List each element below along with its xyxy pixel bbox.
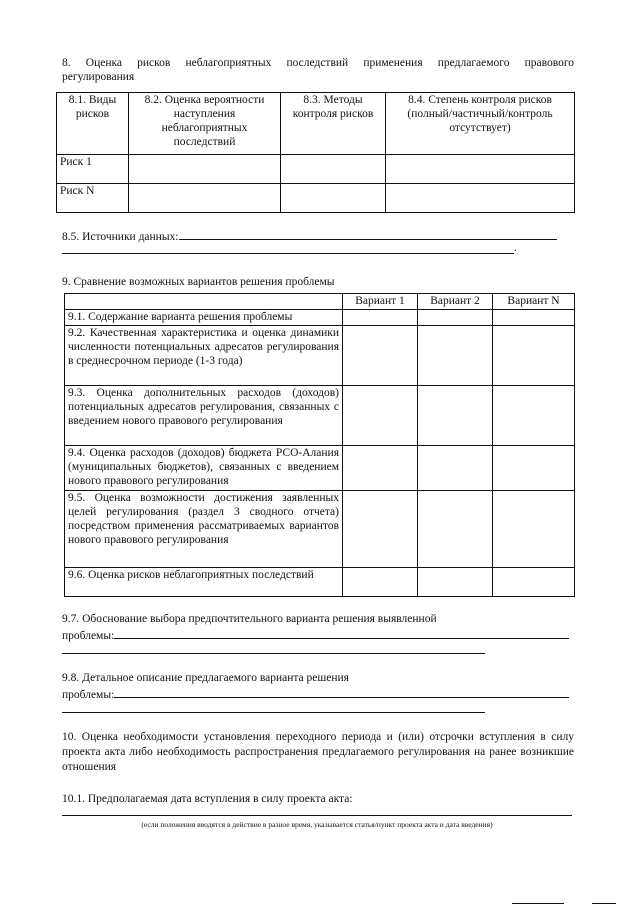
- variants-row-label: 9.5. Оценка возможности достижения заявленных целей регулирования (раздел 3 сводного отчета) посредством применения рассматриваемых вариантов нового правового регулирования: [65, 491, 343, 568]
- table-row: [65, 326, 575, 386]
- item-9-7-line1: 9.7. Обоснование выбора предпочтительного варианта решения выявленной: [62, 613, 437, 625]
- section-8-heading-part1: 8. Оценка рисков неблагоприятных последствий применения предлагаемого правового: [62, 57, 574, 69]
- variants-row-label: 9.1. Содержание варианта решения проблемы: [65, 310, 343, 326]
- variant-cell[interactable]: [343, 568, 418, 597]
- variants-table-header-row: [65, 294, 575, 310]
- risk-table-header-cell: 8.2. Оценка вероятности наступления неблагоприятных последствий: [129, 93, 281, 155]
- risk-table: [56, 92, 575, 213]
- risk-table-cell: Риск N: [57, 184, 129, 213]
- table-row: [65, 386, 575, 446]
- item-10-1-label: 10.1. Предполагаемая дата вступления в силу проекта акта:: [62, 793, 353, 805]
- table-row: [65, 491, 575, 568]
- variants-row-label: 9.6. Оценка рисков неблагоприятных последствий: [65, 568, 343, 597]
- corner-mark-line: [512, 903, 564, 904]
- item-10-1-input-line[interactable]: [62, 815, 572, 816]
- variant-cell[interactable]: [418, 326, 493, 386]
- sources-input-line-2[interactable]: [62, 253, 514, 254]
- variants-row-label: 9.3. Оценка дополнительных расходов (доходов) потенциальных адресатов регулирования, связанных с введением нового правового регулирования: [65, 386, 343, 446]
- variant-cell[interactable]: [343, 446, 418, 491]
- risk-table-header-cell: 8.1. Виды рисков: [57, 93, 129, 155]
- item-9-7-row: [62, 627, 574, 643]
- variants-table-header-cell: Вариант N: [493, 294, 575, 310]
- variant-cell[interactable]: [343, 326, 418, 386]
- item-9-7-label: проблемы:: [62, 630, 115, 642]
- variant-cell[interactable]: [418, 491, 493, 568]
- variant-cell[interactable]: [493, 568, 575, 597]
- variants-row-label: 9.4. Оценка расходов (доходов) бюджета РСО-Алания (муниципальных бюджетов), связанных с введением нового правового регулирования: [65, 446, 343, 491]
- item-9-8-input-line[interactable]: [114, 686, 569, 698]
- corner-mark-line-2: [592, 903, 616, 904]
- sources-input-line[interactable]: [179, 228, 557, 240]
- item-9-7-input-line[interactable]: [114, 627, 569, 639]
- table-row: [57, 184, 575, 213]
- table-row: [65, 310, 575, 326]
- item-9-8-input-line-2[interactable]: [62, 712, 485, 713]
- item-9-7-input-line-2[interactable]: [62, 653, 485, 654]
- variants-row-label: 9.2. Качественная характеристика и оценка динамики численности потенциальных адресатов регулирования в среднесрочном периоде (1-3 года): [65, 326, 343, 386]
- item-9-8-line1: 9.8. Детальное описание предлагаемого варианта решения: [62, 672, 349, 684]
- item-10-1-note: (если положения вводятся в действие в разное время, указывается статья/пункт проекта акта и дата введения): [141, 820, 493, 829]
- risk-table-cell[interactable]: [386, 155, 575, 184]
- sources-tail: .: [514, 242, 517, 254]
- risk-table-header-row: [57, 93, 575, 155]
- variant-cell[interactable]: [343, 310, 418, 326]
- section-8-heading-part2: регулирования: [62, 71, 135, 83]
- table-row: [57, 155, 575, 184]
- variant-cell[interactable]: [343, 491, 418, 568]
- risk-table-cell[interactable]: [129, 184, 281, 213]
- section-8-heading-line1: [62, 56, 574, 70]
- sources-row: [62, 228, 574, 244]
- variant-cell[interactable]: [418, 386, 493, 446]
- risk-table-cell[interactable]: [281, 184, 386, 213]
- section-8-heading-line2: [62, 70, 574, 84]
- variant-cell[interactable]: [493, 326, 575, 386]
- variants-table: [64, 293, 575, 597]
- section-10-heading: 10. Оценка необходимости установления переходного периода и (или) отсрочки вступления в силу проекта акта либо необходимость распространения предлагаемого регулирования на ранее возникшие отношения: [62, 731, 574, 773]
- variant-cell[interactable]: [418, 446, 493, 491]
- variant-cell[interactable]: [343, 386, 418, 446]
- variants-table-header-cell: Вариант 1: [343, 294, 418, 310]
- variant-cell[interactable]: [418, 568, 493, 597]
- variants-table-header-cell: [65, 294, 343, 310]
- table-row: [65, 446, 575, 491]
- variant-cell[interactable]: [493, 446, 575, 491]
- variants-table-header-cell: Вариант 2: [418, 294, 493, 310]
- risk-table-cell[interactable]: [386, 184, 575, 213]
- item-9-8-row: [62, 686, 574, 702]
- section-9-heading: 9. Сравнение возможных вариантов решения проблемы: [62, 276, 335, 288]
- variant-cell[interactable]: [493, 310, 575, 326]
- risk-table-cell: Риск 1: [57, 155, 129, 184]
- variant-cell[interactable]: [493, 386, 575, 446]
- risk-table-header-cell: 8.3. Методы контроля рисков: [281, 93, 386, 155]
- variant-cell[interactable]: [493, 491, 575, 568]
- risk-table-cell[interactable]: [129, 155, 281, 184]
- sources-label: 8.5. Источники данных:: [62, 231, 179, 243]
- risk-table-cell[interactable]: [281, 155, 386, 184]
- risk-table-header-cell: 8.4. Степень контроля рисков (полный/частичный/контроль отсутствует): [386, 93, 575, 155]
- item-9-8-label: проблемы:: [62, 689, 115, 701]
- variant-cell[interactable]: [418, 310, 493, 326]
- table-row: [65, 568, 575, 597]
